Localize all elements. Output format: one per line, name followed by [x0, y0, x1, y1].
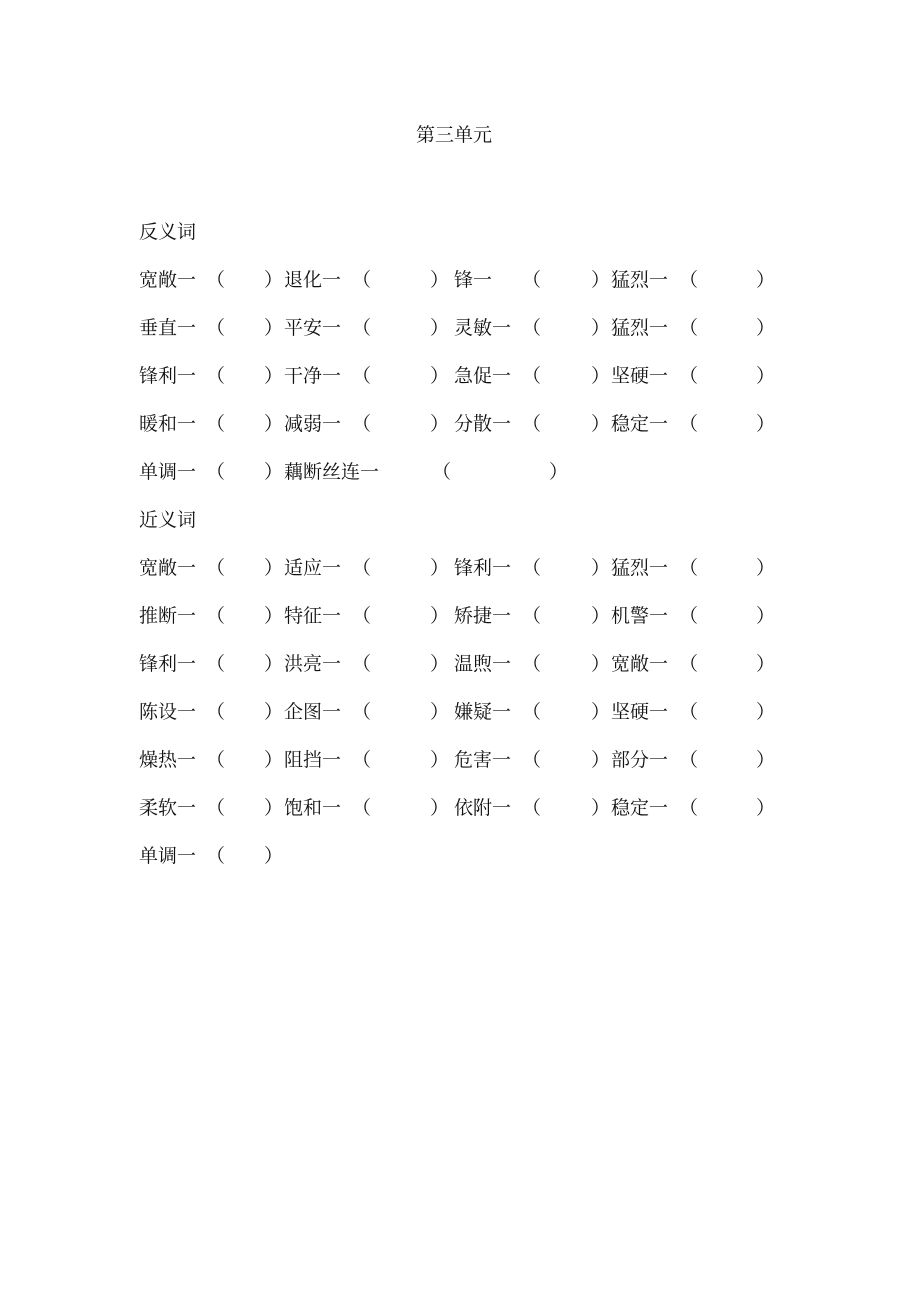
answer-blank-close-paren: ）	[264, 701, 284, 723]
answer-blank-close-paren: ）	[430, 557, 450, 579]
answer-blank-close-paren: ）	[591, 701, 611, 723]
answer-blank-open-paren: （	[206, 653, 226, 675]
word-prompt: 燥热一	[139, 749, 197, 771]
answer-blank-open-paren: （	[679, 365, 699, 387]
word-prompt: 锋一	[454, 269, 493, 291]
word-prompt: 猛烈一	[611, 557, 669, 579]
word-row	[0, 651, 920, 677]
answer-blank-close-paren: ）	[264, 413, 284, 435]
word-prompt: 垂直一	[139, 317, 197, 339]
word-prompt: 适应一	[284, 557, 342, 579]
answer-blank-close-paren: ）	[591, 749, 611, 771]
answer-blank-close-paren: ）	[430, 365, 450, 387]
word-prompt: 饱和一	[284, 797, 342, 819]
word-prompt: 锋利一	[139, 365, 197, 387]
answer-blank-open-paren: （	[352, 269, 372, 291]
answer-blank-close-paren: ）	[591, 365, 611, 387]
answer-blank-close-paren: ）	[756, 749, 776, 771]
answer-blank-open-paren: （	[206, 413, 226, 435]
answer-blank-open-paren: （	[206, 269, 226, 291]
answer-blank-open-paren: （	[522, 605, 542, 627]
answer-blank-open-paren: （	[352, 701, 372, 723]
section-heading: 反义词	[139, 221, 197, 243]
word-prompt: 单调一	[139, 461, 197, 483]
answer-blank-open-paren: （	[352, 557, 372, 579]
answer-blank-close-paren: ）	[430, 797, 450, 819]
answer-blank-open-paren: （	[522, 701, 542, 723]
word-row	[0, 363, 920, 389]
word-prompt: 分散一	[454, 413, 512, 435]
answer-blank-open-paren: （	[522, 269, 542, 291]
answer-blank-close-paren: ）	[264, 557, 284, 579]
answer-blank-open-paren: （	[206, 845, 226, 867]
answer-blank-open-paren: （	[522, 797, 542, 819]
answer-blank-open-paren: （	[206, 797, 226, 819]
word-prompt: 宽敞一	[139, 557, 197, 579]
word-prompt: 减弱一	[284, 413, 342, 435]
word-row	[0, 555, 920, 581]
answer-blank-open-paren: （	[432, 461, 452, 483]
answer-blank-close-paren: ）	[591, 797, 611, 819]
answer-blank-open-paren: （	[352, 317, 372, 339]
word-prompt: 陈设一	[139, 701, 197, 723]
word-prompt: 阻挡一	[284, 749, 342, 771]
answer-blank-close-paren: ）	[756, 701, 776, 723]
answer-blank-close-paren: ）	[264, 317, 284, 339]
word-prompt: 柔软一	[139, 797, 197, 819]
page-title: 第三单元	[415, 124, 492, 146]
answer-blank-open-paren: （	[206, 461, 226, 483]
answer-blank-close-paren: ）	[430, 605, 450, 627]
word-prompt: 矫捷一	[454, 605, 512, 627]
answer-blank-close-paren: ）	[264, 845, 284, 867]
word-prompt: 稳定一	[611, 413, 669, 435]
answer-blank-close-paren: ）	[756, 797, 776, 819]
word-row	[0, 315, 920, 341]
answer-blank-open-paren: （	[679, 413, 699, 435]
answer-blank-open-paren: （	[679, 317, 699, 339]
answer-blank-open-paren: （	[522, 413, 542, 435]
answer-blank-close-paren: ）	[264, 797, 284, 819]
answer-blank-close-paren: ）	[756, 557, 776, 579]
answer-blank-close-paren: ）	[264, 269, 284, 291]
word-prompt: 急促一	[454, 365, 512, 387]
answer-blank-open-paren: （	[352, 413, 372, 435]
word-prompt: 暖和一	[139, 413, 197, 435]
word-prompt: 稳定一	[611, 797, 669, 819]
answer-blank-open-paren: （	[206, 317, 226, 339]
answer-blank-open-paren: （	[352, 365, 372, 387]
answer-blank-close-paren: ）	[264, 461, 284, 483]
word-prompt: 机警一	[611, 605, 669, 627]
answer-blank-open-paren: （	[352, 749, 372, 771]
word-row	[0, 843, 920, 869]
answer-blank-open-paren: （	[352, 797, 372, 819]
answer-blank-close-paren: ）	[264, 653, 284, 675]
answer-blank-open-paren: （	[679, 701, 699, 723]
answer-blank-open-paren: （	[679, 605, 699, 627]
word-row	[0, 603, 920, 629]
answer-blank-close-paren: ）	[264, 749, 284, 771]
answer-blank-open-paren: （	[206, 749, 226, 771]
answer-blank-close-paren: ）	[430, 413, 450, 435]
answer-blank-close-paren: ）	[591, 557, 611, 579]
word-prompt: 平安一	[284, 317, 342, 339]
word-row	[0, 699, 920, 725]
word-prompt: 藕断丝连一	[284, 461, 380, 483]
answer-blank-open-paren: （	[206, 365, 226, 387]
answer-blank-close-paren: ）	[591, 317, 611, 339]
answer-blank-close-paren: ）	[264, 365, 284, 387]
answer-blank-close-paren: ）	[756, 365, 776, 387]
word-prompt: 宽敞一	[611, 653, 669, 675]
answer-blank-open-paren: （	[352, 653, 372, 675]
word-prompt: 洪亮一	[284, 653, 342, 675]
word-prompt: 锋利一	[139, 653, 197, 675]
answer-blank-close-paren: ）	[756, 317, 776, 339]
word-prompt: 坚硬一	[611, 701, 669, 723]
word-prompt: 温煦一	[454, 653, 512, 675]
answer-blank-close-paren: ）	[430, 749, 450, 771]
answer-blank-open-paren: （	[206, 557, 226, 579]
word-prompt: 宽敞一	[139, 269, 197, 291]
word-prompt: 灵敏一	[454, 317, 512, 339]
word-prompt: 企图一	[284, 701, 342, 723]
word-prompt: 猛烈一	[611, 269, 669, 291]
answer-blank-close-paren: ）	[430, 653, 450, 675]
word-row	[0, 459, 920, 485]
word-prompt: 干净一	[284, 365, 342, 387]
answer-blank-open-paren: （	[522, 653, 542, 675]
word-prompt: 依附一	[454, 797, 512, 819]
answer-blank-close-paren: ）	[430, 269, 450, 291]
word-row	[0, 411, 920, 437]
answer-blank-close-paren: ）	[591, 413, 611, 435]
answer-blank-open-paren: （	[522, 365, 542, 387]
answer-blank-close-paren: ）	[591, 653, 611, 675]
word-prompt: 坚硬一	[611, 365, 669, 387]
answer-blank-open-paren: （	[522, 317, 542, 339]
answer-blank-open-paren: （	[522, 557, 542, 579]
answer-blank-close-paren: ）	[430, 317, 450, 339]
answer-blank-open-paren: （	[679, 749, 699, 771]
answer-blank-open-paren: （	[522, 749, 542, 771]
word-prompt: 部分一	[611, 749, 669, 771]
answer-blank-open-paren: （	[679, 557, 699, 579]
word-row	[0, 795, 920, 821]
answer-blank-close-paren: ）	[591, 269, 611, 291]
word-prompt: 猛烈一	[611, 317, 669, 339]
word-prompt: 锋利一	[454, 557, 512, 579]
word-prompt: 单调一	[139, 845, 197, 867]
answer-blank-close-paren: ）	[549, 461, 569, 483]
answer-blank-open-paren: （	[679, 653, 699, 675]
answer-blank-close-paren: ）	[756, 653, 776, 675]
answer-blank-open-paren: （	[352, 605, 372, 627]
section-heading: 近义词	[139, 509, 197, 531]
answer-blank-close-paren: ）	[756, 413, 776, 435]
answer-blank-close-paren: ）	[264, 605, 284, 627]
answer-blank-open-paren: （	[679, 269, 699, 291]
answer-blank-close-paren: ）	[756, 605, 776, 627]
answer-blank-close-paren: ）	[591, 605, 611, 627]
answer-blank-open-paren: （	[206, 605, 226, 627]
answer-blank-open-paren: （	[206, 701, 226, 723]
answer-blank-open-paren: （	[679, 797, 699, 819]
word-prompt: 退化一	[284, 269, 342, 291]
answer-blank-close-paren: ）	[756, 269, 776, 291]
word-row	[0, 747, 920, 773]
word-prompt: 推断一	[139, 605, 197, 627]
word-prompt: 危害一	[454, 749, 512, 771]
answer-blank-close-paren: ）	[430, 701, 450, 723]
word-prompt: 嫌疑一	[454, 701, 512, 723]
word-row	[0, 267, 920, 293]
word-prompt: 特征一	[284, 605, 342, 627]
